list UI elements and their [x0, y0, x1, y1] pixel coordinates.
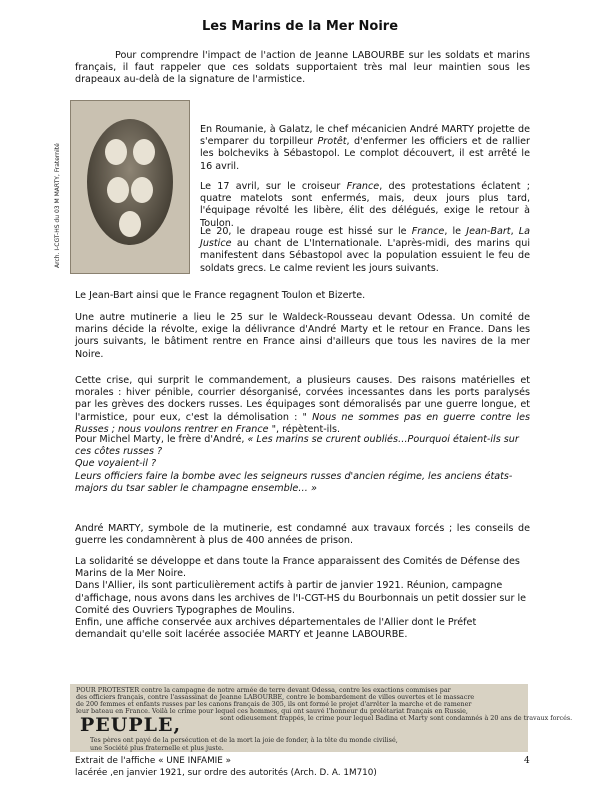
poster-caption-source: lacérée ,en janvier 1921, sur ordre des autorités (Arch. D. A. 1M710) — [75, 768, 377, 778]
sailors-photo — [70, 100, 190, 274]
paragraph-michel-marty: Pour Michel Marty, le frère d'André, « Les marins se crurent oubliés…Pourquoi étaient-ils sur ces côtes russes ? Que voyaient-il ? Leurs officiers faire la bombe avec les seigneurs russes d'ancien régime, les anciens états-majors du tsar sabler le champagne ensemble… » — [75, 434, 519, 494]
sailor-face — [131, 177, 153, 203]
poster-line: Tes pères ont payé de la persécution et de la mort la joie de fonder, à la tête du monde civilisé, — [90, 736, 398, 744]
photo-oval-frame — [87, 119, 173, 245]
paragraph-condamne: André MARTY, symbole de la mutinerie, est condamné aux travaux forcés ; les conseils de guerre les condamnèrent à plus de 400 années de prison. — [75, 523, 530, 547]
sailor-face — [133, 139, 155, 165]
page-title: Les Marins de la Mer Noire — [201, 19, 399, 34]
sailor-face — [107, 177, 129, 203]
paragraph-galatz: En Roumanie, à Galatz, le chef mécanicien André MARTY projette de s'emparer du torpilleur Protêt, d'enfermer les officiers et de rallier les bolcheviks à Sébastopol. Le complot découvert, il est arrêté le 16 avril. — [200, 124, 531, 172]
paragraph-solidarite: La solidarité se développe et dans toute la France apparaissent des Comités de Défense des Marins de la Mer Noire. Dans l'Allier, ils sont particulièrement actifs à partir de janvier 1921. Réunion, campagne d'affichage, nous avons dans les archives de l'I-CGT-HS du Bourbonnais un petit dossier sur le Comité des Ouvriers Typographes de Moulins. Enfin, une affiche conservée aux archives départementales de l'Allier dont le Préfet demandait qu'elle soit lacérée associée MARTY et Jeanne LABOURBE. — [75, 556, 527, 641]
poster-headline: PEUPLE, — [80, 714, 182, 736]
page-number: 4 — [524, 756, 530, 766]
paragraph-crise: Cette crise, qui surprit le commandement, a plusieurs causes. Des raisons matérielles et morales : hiver pénible, courrier désorganisé, corvées incessantes dans les ports paralysés par les grèves des dockers russes. Les équipages sont démoralisés par une guerre longue, et l'armistice, pour eux, c'est la démolisation : " Nous ne sommes pas en guerre contre les Russes ; nous voulons rentrer en France ", répètent-ils. — [75, 375, 530, 435]
poster-line: de 200 femmes et enfants russes par les canons français de 305, ils ont formé le projet d'arrêter la marche et de ramener — [76, 700, 472, 708]
intro-paragraph: Pour comprendre l'impact de l'action de Jeanne LABOURBE sur les soldats et marins français, il faut rappeler que ces soldats supportaient très mal leur maintien sous les drapeaux au-delà de la signature de l'armistice. — [75, 50, 530, 86]
poster-excerpt-image — [70, 684, 573, 752]
paragraph-17-avril: Le 17 avril, sur le croiseur France, des protestations éclatent ; quatre matelots sont enfermés, mais, deux jours plus tard, l'équipage révolté les libère, élit des délégués, exige le retour à Toulon. — [200, 181, 530, 229]
poster-line: une Société plus fraternelle et plus juste. — [90, 744, 224, 752]
poster-caption: Extrait de l'affiche « UNE INFAMIE » — [75, 756, 231, 766]
photo-credit: Arch. I-CGT-HS du 03 M MARTY, Fraternité — [54, 143, 61, 268]
poster-line: leur bateau en France. Voilà le crime pour lequel ces hommes, qui ont sauvé l'honneur du prolétariat français en Russie, — [76, 707, 468, 715]
paragraph-regagnent: Le Jean-Bart ainsi que le France regagnent Toulon et Bizerte. — [75, 290, 366, 301]
sailor-face — [119, 211, 141, 237]
paragraph-odessa: Une autre mutinerie a lieu le 25 sur le Waldeck-Rousseau devant Odessa. Un comité de marins décide la révolte, exige la délivrance d'André Marty et le retour en France. Dans les jours suivants, le bâtiment rentre en France ainsi d'ailleurs que tous les navires de la mer Noire. — [75, 312, 530, 360]
poster-line: sont odieusement frappés, le crime pour lequel Badina et Marty sont condamnés à 20 ans de travaux forcés. — [220, 714, 573, 722]
sailor-face — [105, 139, 127, 165]
paragraph-20-avril: Le 20, le drapeau rouge est hissé sur le France, le Jean-Bart, La Justice au chant de L'Internationale. L'après-midi, des marins qui manifestent dans Sébastopol avec la population essuient le feu de soldats grecs. Le calme revient les jours suivants. — [200, 226, 530, 274]
poster-line: POUR PROTESTER contre la campagne de notre armée de terre devant Odessa, contre les exactions commises par — [76, 686, 451, 694]
poster-line: des officiers français, contre l'assassinat de Jeanne LABOURBE, contre le bombardement de villes ouvertes et le massacre — [76, 693, 475, 701]
